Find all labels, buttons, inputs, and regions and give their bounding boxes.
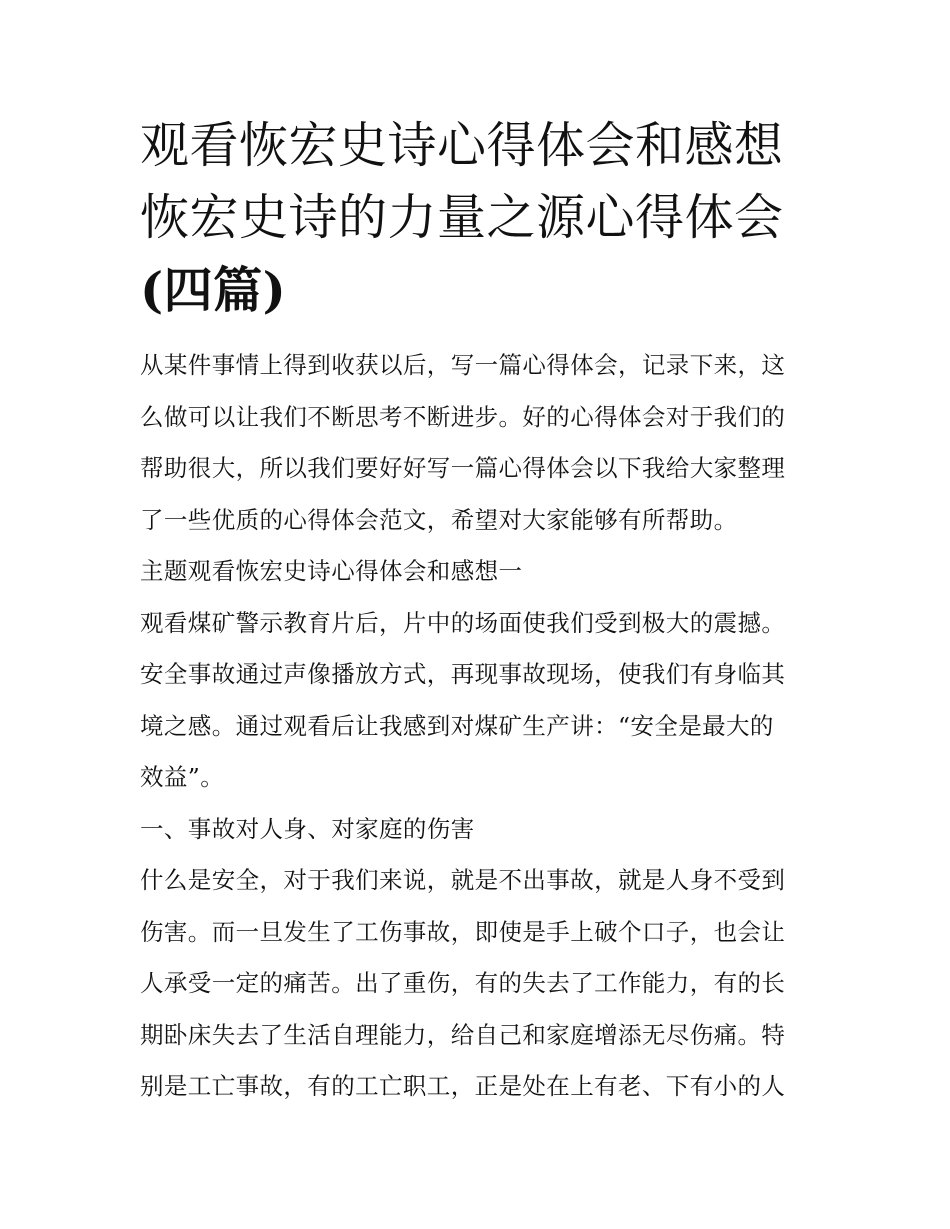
subheading-text: 一、事故对人身、对家庭的伤害 (140, 814, 475, 843)
paragraph-1 (140, 598, 820, 804)
intro-line: 从某件事情上得到收获以后，写一篇心得体会，记录下来，这 (140, 351, 786, 379)
document-page (140, 110, 820, 1113)
intro-line: 了一些优质的心得体会范文，希望对大家能够有所帮助。 (140, 505, 738, 534)
paragraph-line: 什么是安全，对于我们来说，就是不出事故，就是人身不受到 (140, 866, 786, 894)
title-line-2: 恢宏史诗的力量之源心得体会 (140, 189, 784, 246)
subheading (140, 804, 820, 856)
paragraph-line: 别是工亡事故，有的工亡职工，正是处在上有老、下有小的人 (140, 1072, 786, 1100)
paragraph-line: 期卧床失去了生活自理能力，给自己和家庭增添无尽伤痛。特 (140, 1020, 786, 1049)
paragraph-line: 伤害。而一旦发生了工伤事故，即使是手上破个口子，也会让 (140, 917, 786, 946)
paragraph-line: 安全事故通过声像播放方式，再现事故现场，使我们有身临其 (140, 660, 786, 688)
paragraph-line: 效益”。 (140, 763, 225, 791)
document-title (140, 110, 820, 326)
section-heading (140, 546, 820, 598)
paragraph-line: 观看煤矿警示教育片后，片中的场面使我们受到极大的震撼。 (140, 608, 786, 637)
intro-line: 么做可以让我们不断思考不断进步。好的心得体会对于我们的 (140, 402, 786, 431)
paragraph-line: 境之感。通过观看后让我感到对煤矿生产讲：“安全是最大的 (140, 711, 774, 740)
paragraph-2 (140, 855, 820, 1113)
intro-line: 帮助很大，所以我们要好好写一篇心得体会以下我给大家整理 (140, 454, 786, 482)
intro-paragraph (140, 340, 820, 546)
paragraph-line: 人承受一定的痛苦。出了重伤，有的失去了工作能力，有的长 (140, 969, 786, 997)
title-line-1: 观看恢宏史诗心得体会和感想 (140, 117, 784, 174)
section-heading-text: 主题观看恢宏史诗心得体会和感想一 (140, 557, 523, 585)
title-line-3: (四篇) (140, 261, 287, 319)
